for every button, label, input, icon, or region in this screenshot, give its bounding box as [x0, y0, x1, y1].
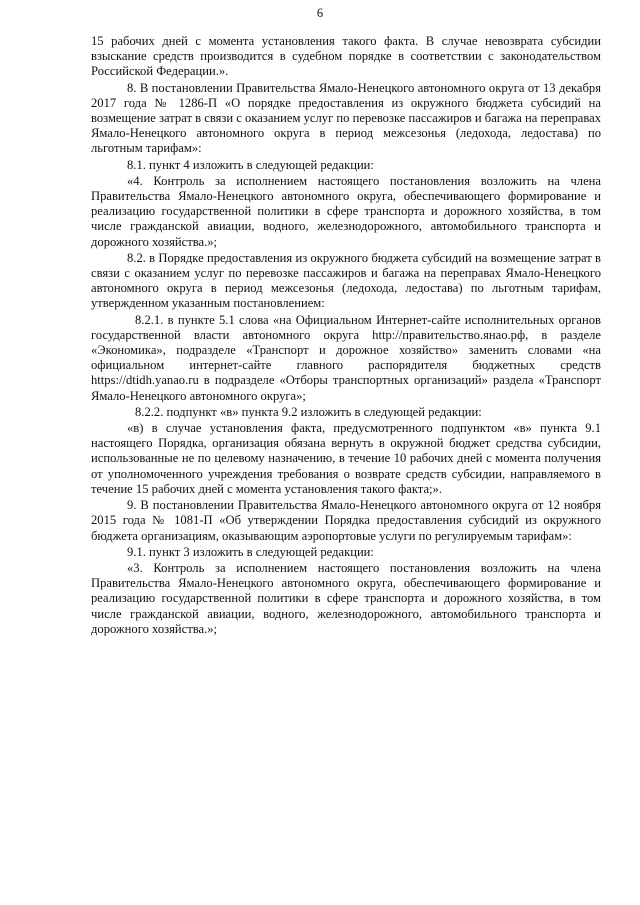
paragraph-item-8-1-text: «4. Контроль за исполнением настоящего постановления возложить на члена Правительства Ямало-Ненецкого автономного округа, обеспечивающего формирование и реализацию государственной политики в сфере транспорта и дорожного хозяйства, в том числе гражданской авиации, водного, железнодорожного, автомобильного транспорта и дорожного хозяйства.»;: [91, 173, 601, 249]
paragraph-item-8-2-2: 8.2.2. подпункт «в» пункта 9.2 изложить в следующей редакции:: [135, 404, 482, 419]
paragraph-item-9-1: 9.1. пункт 3 изложить в следующей редакции:: [127, 544, 374, 559]
paragraph-item-8-2: 8.2. в Порядке предоставления из окружного бюджета субсидий на возмещение затрат в связи с оказанием услуг по перевозке пассажиров и багажа на переправах Ямало-Ненецкого автономного округа в период межсезонья (ледохода, ледостава) по льготным тарифам, утвержденном указанным постановлением:: [91, 250, 601, 311]
paragraph-item-8: 8. В постановлении Правительства Ямало-Ненецкого автономного округа от 13 декабря 2017 года № 1286-П «О порядке предоставления из окружного бюджета субсидий на возмещение затрат в связи с оказанием услуг по перевозке пассажиров и багажа на переправах Ямало-Ненецкого автономного округа в период межсезонья (ледохода, ледостава) по льготным тарифам»:: [91, 80, 601, 156]
paragraph-item-8-2-1: 8.2.1. в пункте 5.1 слова «на Официальном Интернет-сайте исполнительных органов государственной власти автономного округа http://правительство.янао.рф, в разделе «Экономика», подразделе «Транспорт и дорожное хозяйство» заменить словами «на официальном интернет-сайте главного распорядителя бюджетных средств https://dtidh.yanao.ru в подразделе «Отборы транспортных организаций» раздела «Транспорт Ямало-Ненецкого автономного округа»;: [91, 312, 601, 403]
document-body: [91, 34, 601, 638]
paragraph-continuation: 15 рабочих дней с момента установления такого факта. В случае невозврата субсидии взыскание средств производится в судебном порядке в соответствии с законодательством Российской Федерации.».: [91, 34, 601, 79]
paragraph-item-8-1: 8.1. пункт 4 изложить в следующей редакции:: [127, 157, 374, 172]
page-number: 6: [316, 6, 324, 20]
paragraph-item-9-1-text: «3. Контроль за исполнением настоящего постановления возложить на члена Правительства Ямало-Ненецкого автономного округа, обеспечивающего формирование и реализацию государственной политики в сфере транспорта и дорожного хозяйства, в том числе гражданской авиации, водного, железнодорожного, автомобильного транспорта и дорожного хозяйства.»;: [91, 560, 601, 636]
paragraph-item-9: 9. В постановлении Правительства Ямало-Ненецкого автономного округа от 12 ноября 2015 года № 1081-П «Об утверждении Порядка предоставления субсидий из окружного бюджета организациям, оказывающим аэропортовые услуги по регулируемым тарифам»:: [91, 498, 601, 543]
paragraph-item-8-2-2-text: «в) в случае установления факта, предусмотренного подпунктом «в» пункта 9.1 настоящего Порядка, организация обязана вернуть в окружной бюджет средства субсидии, использованные не по целевому назначению, в течение 10 рабочих дней с момента получения от уполномоченного учреждения требования о возврате средств субсидии, направляемого в течение 15 рабочих дней с момента установления такого факта;».: [91, 421, 601, 496]
